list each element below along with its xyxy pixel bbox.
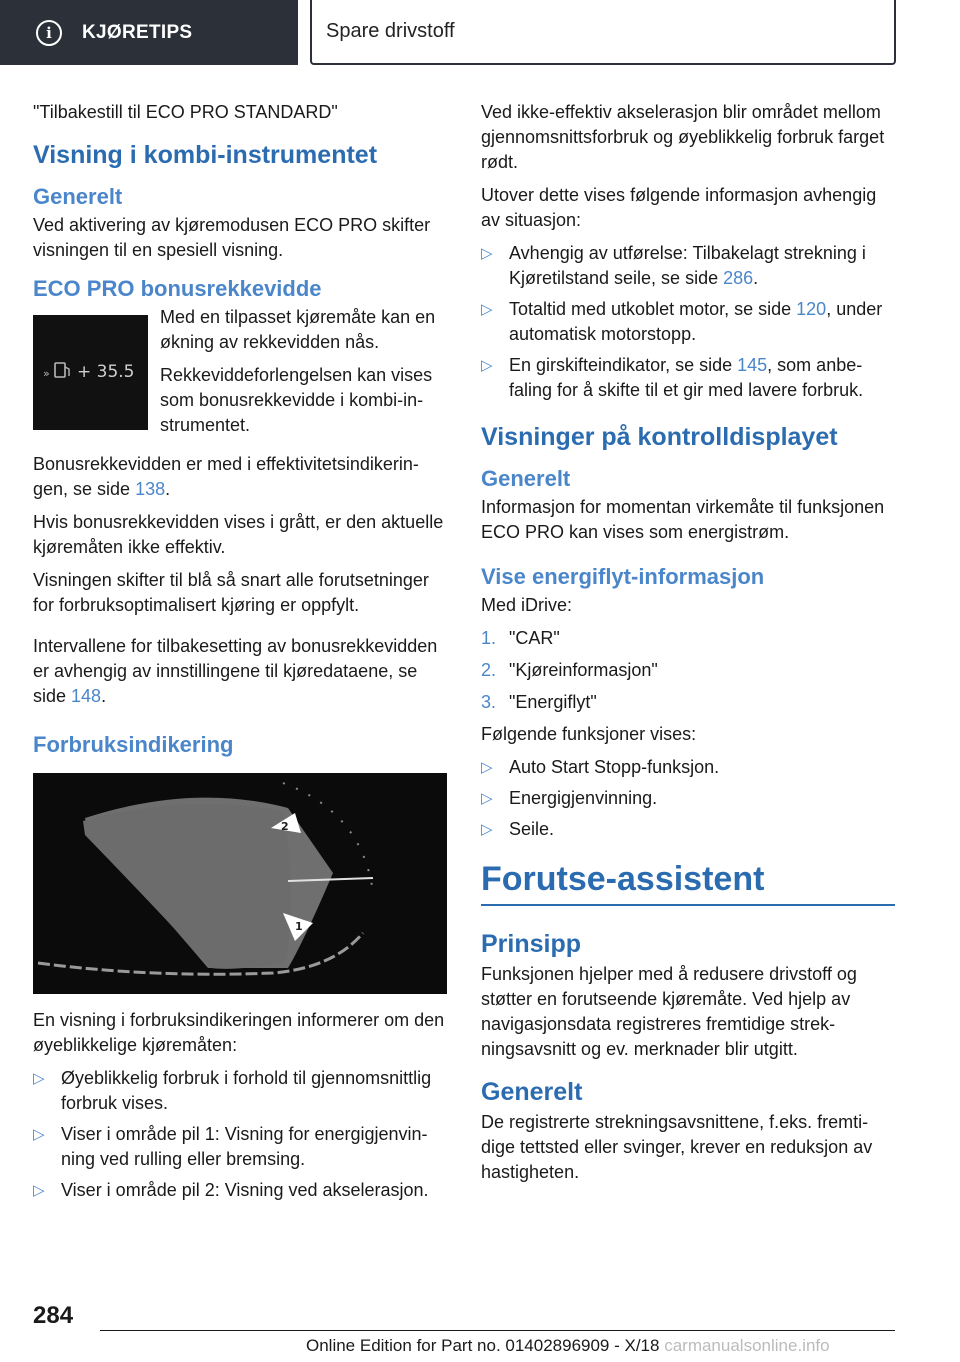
svg-text:1: 1	[295, 920, 303, 933]
paragraph-bonus-5: Visningen skifter til blå så snart alle forutsetninger for forbruksoptimalisert kjøring er oppfylt.	[33, 570, 429, 615]
list-item: ▷ Auto Start Stopp-funksjon.	[481, 755, 895, 780]
page-ref-138[interactable]: 138	[135, 479, 166, 499]
heading-vise-energiflyt: Vise energiflyt-informasjon	[481, 564, 765, 589]
header-chapter-tab	[310, 0, 896, 65]
chevrons-icon: »	[43, 367, 50, 380]
footer-divider	[100, 1330, 895, 1331]
paragraph-prinsipp: Funksjonen hjelper med å redusere drivstoff og støtter en forutseende kjøremåte. Ved hjelp av navigasjonsdata registreres fremtidige strekningsavsnitt og ev. merknader blir utgitt.	[481, 964, 857, 1059]
svg-text:2: 2	[281, 820, 289, 833]
idrive-steps-list	[481, 626, 895, 715]
heading-kombi: Visning i kombi-instrumentet	[33, 141, 378, 169]
right-column	[481, 100, 895, 1193]
heading-generelt: Generelt	[33, 184, 123, 209]
list-item: ▷ Viser i område pil 1: Visning for energigjenvinning ved rulling eller bremsing.	[33, 1124, 428, 1169]
heading-forbruk: Forbruksindikering	[33, 732, 234, 757]
paragraph-bonus-1: Med en tilpasset kjøremåte kan en økning av rekkevidden nås.	[160, 307, 436, 352]
list-item: ▷ En girskifteindikator, se side 145, som anbefaling for å skifte til et gir med lavere forbruk.	[481, 355, 864, 400]
list-item: ▷ Øyeblikkelig forbruk i forhold til gjennomsnittlig forbruk vises.	[33, 1068, 432, 1113]
triangle-bullet-icon: ▷	[33, 1182, 45, 1199]
paragraph-folgende: Følgende funksjoner vises:	[481, 724, 697, 744]
fuel-pump-icon	[55, 363, 65, 377]
gauge-graphic	[33, 773, 447, 994]
page-number: 284	[33, 1302, 74, 1329]
watermark: carmanualsonline.info	[664, 1336, 830, 1355]
paragraph-bonus-6: Intervallene for tilbakesetting av bonusrekkevidden er avhengig av innstillingene til kjøredataene, se side 148.	[33, 636, 438, 706]
paragraph-bonus-2: Rekkeviddeforlengelsen kan vises som bonusrekkevidde i kombi-instrumentet.	[160, 365, 433, 435]
paragraph-energistrom: Informasjon for momentan virkemåte til funksjonen ECO PRO kan vises som energistrøm.	[481, 497, 885, 542]
list-item: ▷ Energigjenvinning.	[481, 786, 895, 811]
heading-bonus: ECO PRO bonusrekkevidde	[33, 276, 322, 301]
paragraph-idrive: Med iDrive:	[481, 595, 573, 615]
heading-generelt-right: Generelt	[481, 466, 571, 491]
left-column	[33, 100, 447, 1211]
heading-generelt-forutse: Generelt	[481, 1078, 583, 1106]
paragraph-generelt-forutse: De registrerte strekningsavsnittene, f.eks. fremtidige tettsted eller svinger, krever en reduksjon av hastigheten.	[481, 1112, 873, 1182]
paragraph-forbruk: En visning i forbruksindikeringen informerer om den øyeblikkelige kjøremåten:	[33, 1010, 445, 1055]
page-ref-286[interactable]: 286	[723, 268, 754, 288]
forbruk-bullet-list	[33, 1066, 447, 1203]
triangle-bullet-icon: ▷	[481, 790, 493, 807]
page-ref-148[interactable]: 148	[71, 686, 102, 706]
page-ref-145[interactable]: 145	[737, 355, 768, 375]
triangle-bullet-icon: ▷	[481, 357, 493, 374]
list-item: ▷ Viser i område pil 2: Visning ved akselerasjon.	[33, 1178, 447, 1203]
functions-bullet-list	[481, 755, 895, 842]
header-section-tab	[0, 0, 298, 65]
list-item: ▷ Seile.	[481, 817, 895, 842]
menu-path-text: "Tilbakestill til ECO PRO STANDARD"	[33, 102, 338, 122]
info-bullet-list	[481, 241, 895, 403]
eco-pro-display-image	[33, 315, 148, 430]
list-item: ▷ Avhengig av utførelse: Tilbakelagt strekning i Kjøretilstand seile, se side 286.	[481, 243, 866, 288]
chapter-title: Spare drivstoff	[326, 20, 455, 42]
triangle-bullet-icon: ▷	[481, 759, 493, 776]
paragraph-situasjon: Utover dette vises følgende informasjon avhengig av situasjon:	[481, 185, 877, 230]
list-item: 3. "Energiflyt"	[481, 692, 597, 712]
list-item: ▷ Totaltid med utkoblet motor, se side 120, under automatisk motorstopp.	[481, 299, 883, 344]
triangle-bullet-icon: ▷	[481, 245, 493, 262]
paragraph-bonus-4: Hvis bonusrekkevidden vises i grått, er den aktuelle kjøremåten ikke effektiv.	[33, 512, 444, 557]
bonus-range-value: + 35.5	[77, 362, 135, 382]
footer-edition: Online Edition for Part no. 01402896909 - X/18 carmanualsonline.info	[306, 1336, 830, 1355]
eco-display-graphic	[33, 315, 148, 430]
heading-prinsipp: Prinsipp	[481, 930, 582, 958]
paragraph-red-area: Ved ikke-effektiv akselerasjon blir området mellom gjennomsnittsforbruk og øyeblikkelig forbruk farget rødt.	[481, 102, 885, 172]
info-icon: i	[36, 20, 62, 46]
bonus-block	[33, 305, 447, 446]
paragraph-generelt: Ved aktivering av kjøremodusen ECO PRO skifter visningen til en spesiell visning.	[33, 215, 431, 260]
consumption-gauge-image	[33, 773, 447, 994]
triangle-bullet-icon: ▷	[33, 1126, 45, 1143]
triangle-bullet-icon: ▷	[33, 1070, 45, 1087]
page-ref-120[interactable]: 120	[796, 299, 827, 319]
heading-kontrolldisplay: Visninger på kontrolldisplayet	[481, 423, 838, 451]
paragraph-bonus-3: Bonusrekkevidden er med i effektivitetsindikeringen, se side 138.	[33, 454, 419, 499]
triangle-bullet-icon: ▷	[481, 821, 493, 838]
section-title: KJØRETIPS	[82, 21, 193, 43]
list-item: 1. "CAR"	[481, 628, 560, 648]
list-item: 2. "Kjøreinformasjon"	[481, 660, 658, 680]
triangle-bullet-icon: ▷	[481, 301, 493, 318]
heading-forutse-assistent: Forutse-assistent	[481, 858, 895, 906]
